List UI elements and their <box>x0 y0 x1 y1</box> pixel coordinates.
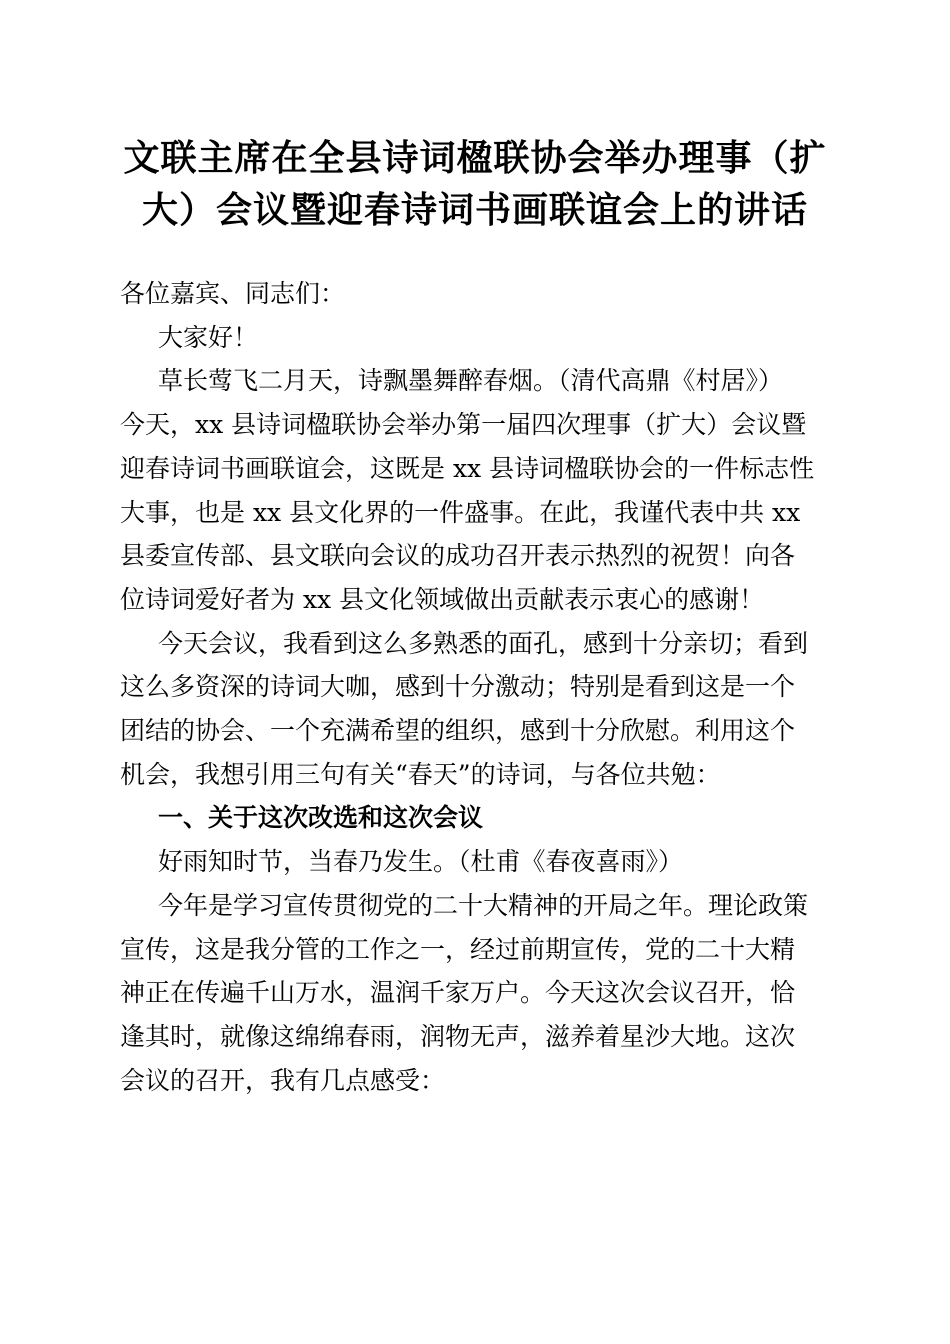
paragraph-meeting <box>120 622 830 797</box>
paragraph-line: 位诗词爱好者为 xx 县文化领域做出贡献表示衷心的感谢！ <box>120 584 765 614</box>
paragraph-line: 今天，xx 县诗词楹联协会举办第一届四次理事（扩大）会议暨 <box>120 410 807 440</box>
greeting: 大家好！ <box>158 322 259 352</box>
paragraph-line: 这么多资深的诗词大咖，感到十分激动；特别是看到这是一个 <box>120 672 796 702</box>
title-line-1: 文联主席在全县诗词楹联协会举办理事（扩 <box>123 137 827 179</box>
paragraph-line: 县委宣传部、县文联向会议的成功召开表示热烈的祝贺！向各 <box>120 541 796 571</box>
paragraph-line: 会议的召开，我有几点感受： <box>120 1065 446 1095</box>
paragraph-line: 机会，我想引用三句有关“春天”的诗词，与各位共勉： <box>120 759 721 789</box>
document-title <box>100 132 850 236</box>
paragraph-line: 神正在传遍千山万水，温润千家万户。今天这次会议召开，恰 <box>120 978 796 1008</box>
document-body <box>120 272 830 1102</box>
paragraph-line: 草长莺飞二月天，诗飘墨舞醉春烟。（清代高鼎《村居》） <box>158 366 784 396</box>
paragraph-line: 迎春诗词书画联谊会，这既是 xx 县诗词楹联协会的一件标志性 <box>120 453 815 483</box>
paragraph-theory <box>120 884 830 1103</box>
paragraph-line: 逢其时，就像这绵绵春雨，润物无声，滋养着星沙大地。这次 <box>120 1021 796 1051</box>
section-heading: 一、关于这次改选和这次会议 <box>158 803 484 833</box>
paragraph-opening <box>120 359 830 621</box>
paragraph-line: 大事，也是 xx 县文化界的一件盛事。在此，我谨代表中共 xx <box>120 497 801 527</box>
paragraph-line: 今天会议，我看到这么多熟悉的面孔，感到十分亲切；看到 <box>158 628 809 658</box>
salutation: 各位嘉宾、同志们： <box>120 279 346 308</box>
paragraph-line: 宣传，这是我分管的工作之一，经过前期宣传，党的二十大精 <box>120 934 796 964</box>
title-line-2: 大）会议暨迎春诗词书画联谊会上的讲话 <box>141 189 808 231</box>
poem-quote: 好雨知时节，当春乃发生。（杜甫《春夜喜雨》） <box>158 847 684 877</box>
paragraph-line: 团结的协会、一个充满希望的组织，感到十分欣慰。利用这个 <box>120 716 796 746</box>
paragraph-line: 今年是学习宣传贯彻党的二十大精神的开局之年。理论政策 <box>158 890 809 920</box>
